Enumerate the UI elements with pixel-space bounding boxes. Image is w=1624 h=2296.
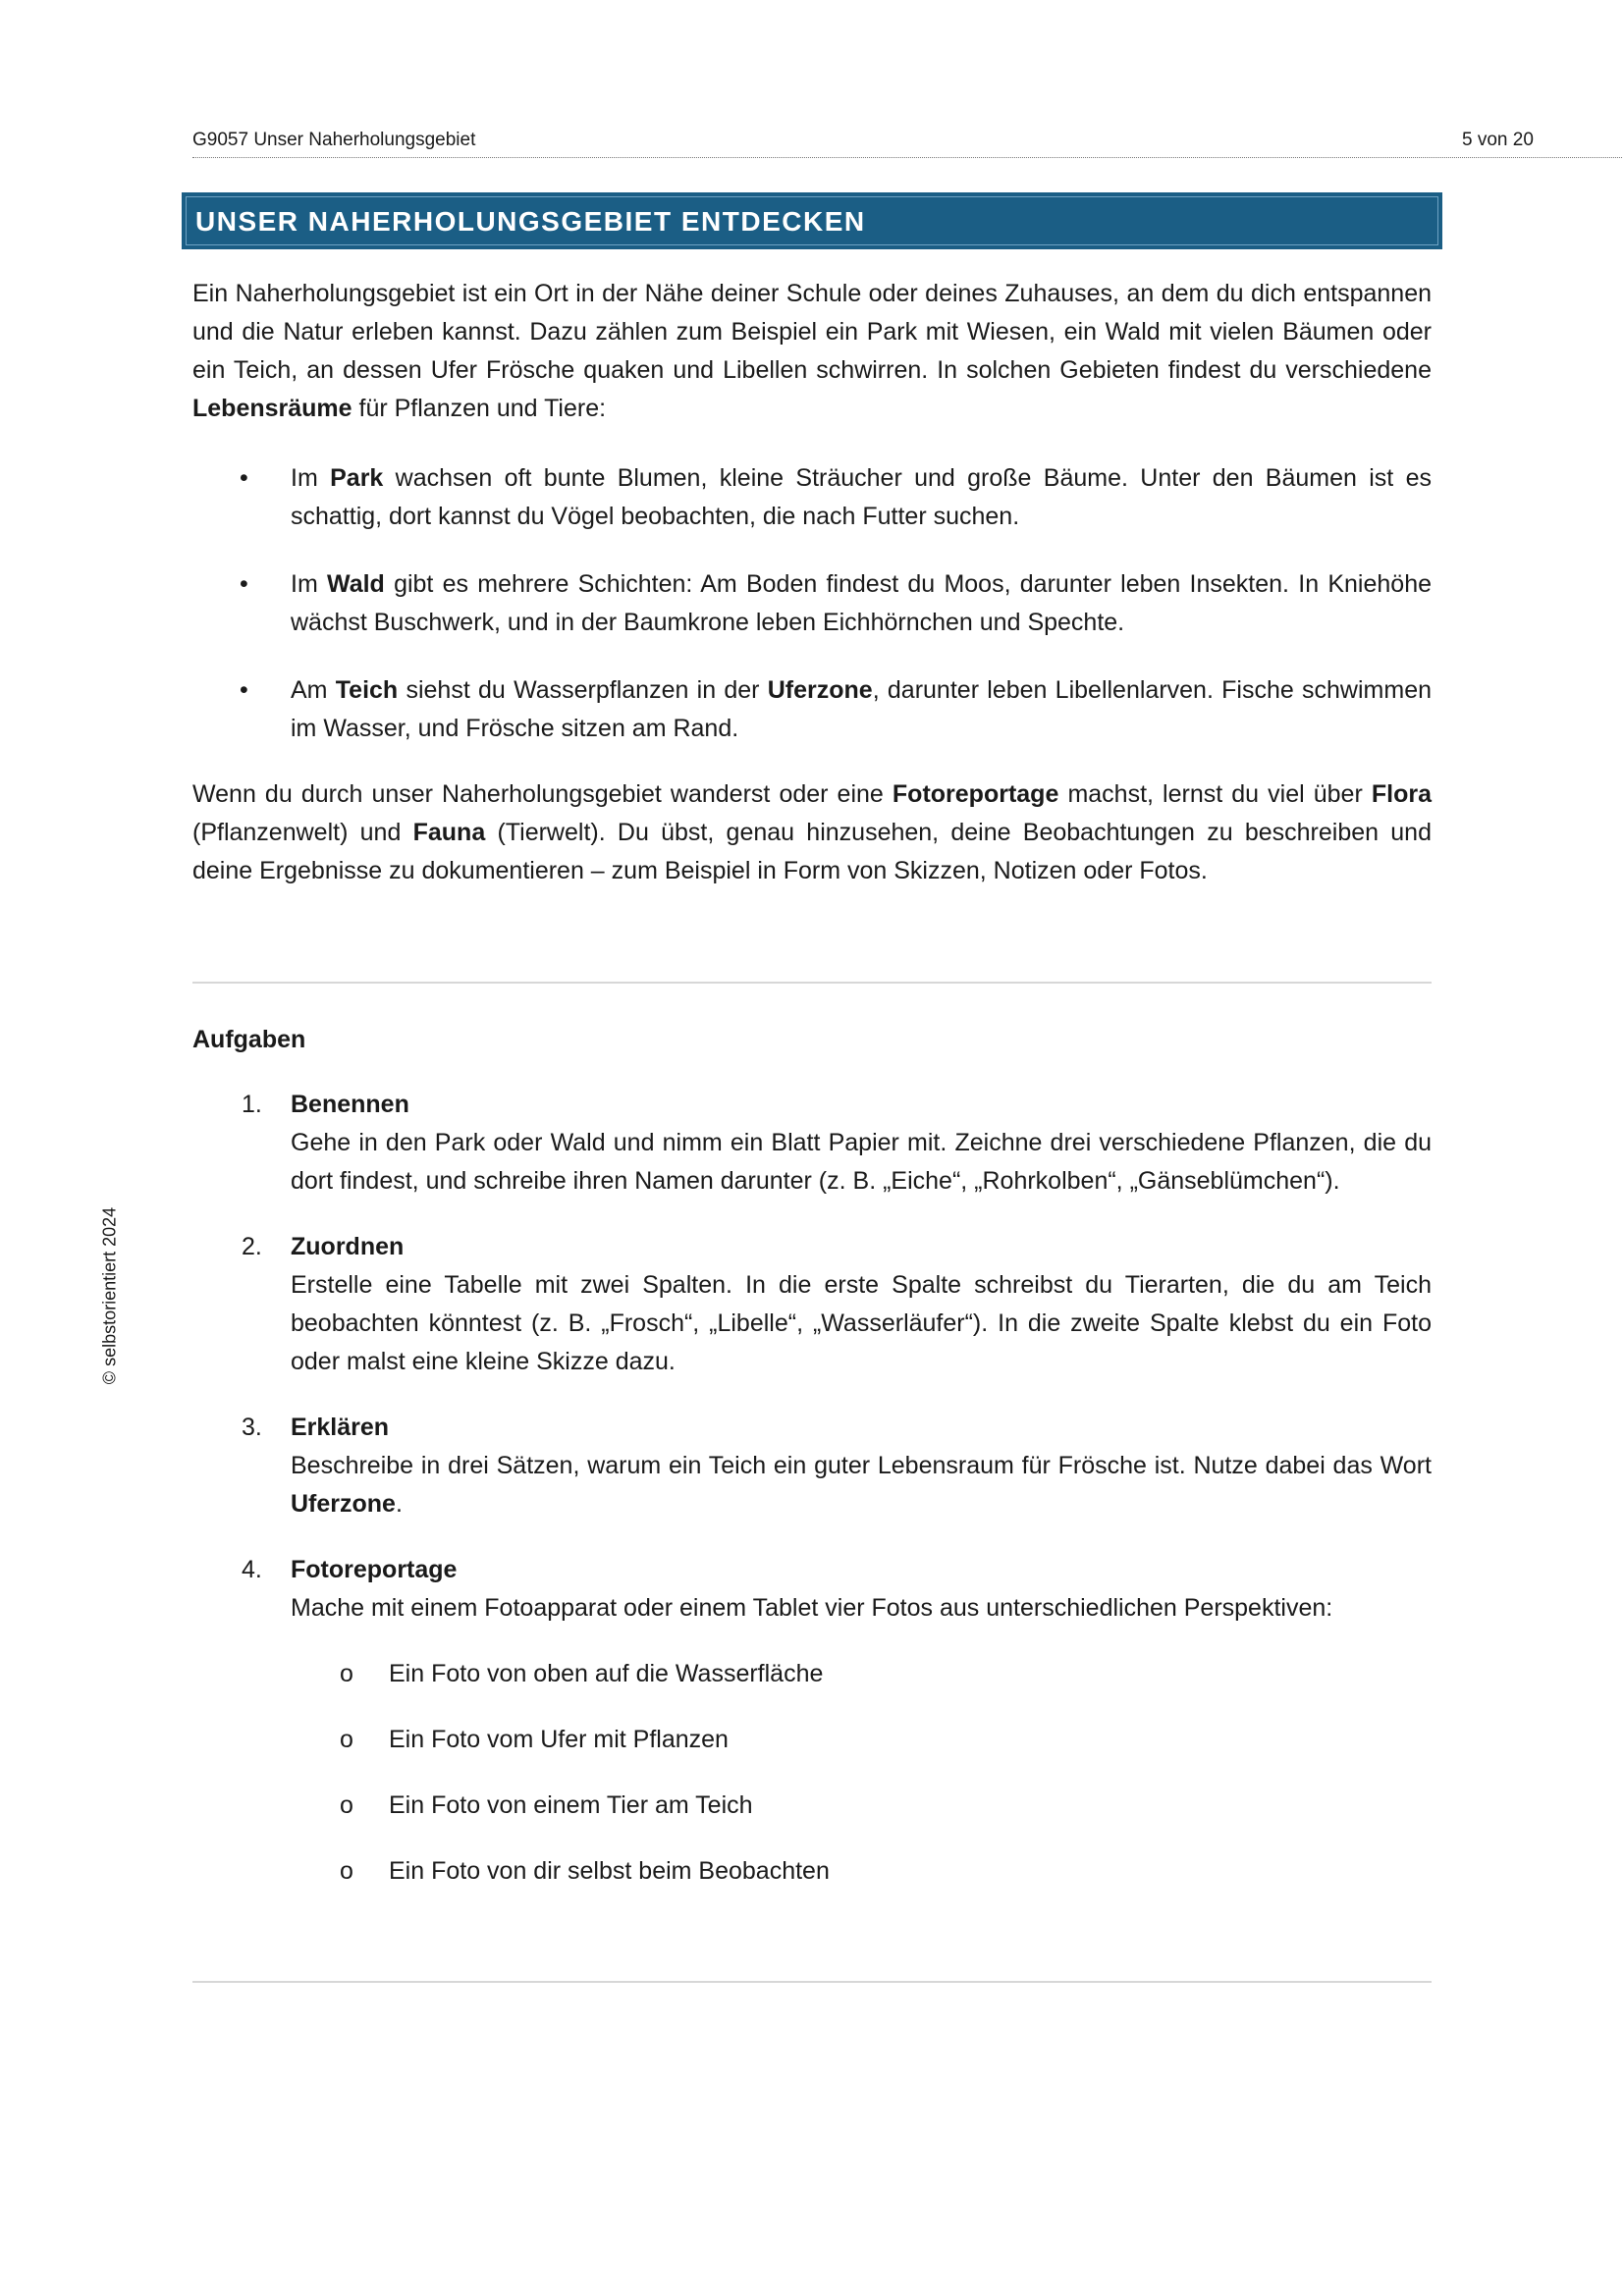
page-header <box>192 128 1622 158</box>
task-item <box>192 1551 1432 1891</box>
task-number: 2. <box>242 1233 262 1260</box>
fotoreportage-paragraph <box>192 775 1432 890</box>
circle-bullet-icon: o <box>340 1857 353 1885</box>
copyright-text: © selbstorientiert 2024 <box>99 1206 120 1385</box>
photo-item-text: Ein Foto von einem Tier am Teich <box>389 1791 753 1819</box>
task-title: Fotoreportage <box>291 1556 458 1583</box>
intro-paragraph <box>192 275 1432 428</box>
bullet-text: gibt es mehrere Schichten: Am Boden findest du Moos, darunter leben Insekten. In Kniehöhe wächst Buschwerk, und in der Baumkrone leben Eichhörnchen und Spechte. <box>291 570 1433 636</box>
paragraph-text: machst, lernst du viel über <box>1058 780 1372 808</box>
bullet-bold-term: Teich <box>335 676 399 704</box>
bullet-icon: • <box>240 570 248 598</box>
photo-item-text: Ein Foto von oben auf die Wasserfläche <box>389 1660 824 1687</box>
intro-bold-term: Lebensräume <box>192 395 352 422</box>
task-number: 3. <box>242 1414 262 1441</box>
task-number: 1. <box>242 1091 262 1118</box>
bold-term: Fotoreportage <box>892 780 1059 808</box>
tasks-heading: Aufgaben <box>192 1026 306 1053</box>
bullet-text: wachsen oft bunte Blumen, kleine Sträucher und große Bäume. Unter den Bäumen ist es schattig, dort kannst du Vögel beobachten, die nach Futter suchen. <box>291 464 1432 530</box>
photo-item-text: Ein Foto vom Ufer mit Pflanzen <box>389 1726 729 1753</box>
bullet-text: Im <box>291 464 331 492</box>
paragraph-text: (Tierwelt). Du übst, genau hinzusehen, deine Beobachtungen zu beschreiben und deine Ergebnisse zu dokumentieren – zum Beispiel in Form von Skizzen, Notizen oder Fotos. <box>192 819 1432 884</box>
list-item <box>192 459 1432 536</box>
divider <box>192 1981 1432 1983</box>
list-item <box>192 671 1432 748</box>
task-text-block <box>291 1447 1432 1523</box>
task-item <box>192 1228 1432 1381</box>
bullet-text: siehst du Wasserpflanzen in der <box>398 676 768 704</box>
task-text: Gehe in den Park oder Wald und nimm ein Blatt Papier mit. Zeichne drei verschiedene Pflanzen, die du dort findest, und schreibe ihren Namen darunter (z. B. „Eiche“, „Rohrkolben“, „Gänseblümchen“). <box>291 1129 1432 1195</box>
bullet-icon: • <box>240 676 248 704</box>
photo-item-text: Ein Foto von dir selbst beim Beobachten <box>389 1857 830 1885</box>
circle-bullet-icon: o <box>340 1660 353 1687</box>
bullet-text: , darunter leben Libellenlarven. Fische schwimmen im Wasser, und Frösche sitzen am Rand. <box>291 676 1433 742</box>
task-item <box>192 1086 1432 1201</box>
paragraph-text: (Pflanzenwelt) und <box>192 819 413 846</box>
intro-text: Ein Naherholungsgebiet ist ein Ort in der Nähe deiner Schule oder deines Zuhauses, an dem du dich entspannen und die Natur erleben kannst. Dazu zählen zum Beispiel ein Park mit Wiesen, ein Wald mit vielen Bäumen oder ein Teich, an dessen Ufer Frösche quaken und Libellen schwirren. In solchen Gebieten findest du verschiedene <box>192 280 1432 384</box>
intro-text-end: für Pflanzen und Tiere: <box>352 395 607 422</box>
circle-bullet-icon: o <box>340 1726 353 1753</box>
tasks-list <box>192 1086 1432 1918</box>
list-item <box>291 1721 1432 1759</box>
bullet-text: Im <box>291 570 328 598</box>
page-number: 5 von 20 <box>1462 130 1534 150</box>
task-text-end: . <box>395 1490 403 1518</box>
habitat-list <box>192 459 1432 777</box>
list-item <box>291 1852 1432 1891</box>
task-text: Erstelle eine Tabelle mit zwei Spalten. In die erste Spalte schreibst du Tierarten, die du am Teich beobachten könntest (z. B. „Frosch“, „Libelle“, „Wasserläufer“). In die zweite Spalte klebst du ein Foto oder malst eine kleine Skizze dazu. <box>291 1271 1432 1375</box>
document-title: G9057 Unser Naherholungsgebiet <box>192 130 476 150</box>
bold-term: Flora <box>1371 780 1432 808</box>
task-text: Mache mit einem Fotoapparat oder einem Tablet vier Fotos aus unterschiedlichen Perspektiven: <box>291 1594 1333 1622</box>
paragraph-text: Wenn du durch unser Naherholungsgebiet wanderst oder eine <box>192 780 893 808</box>
section-banner <box>182 192 1442 249</box>
bullet-text: Am <box>291 676 336 704</box>
section-title: UNSER NAHERHOLUNGSGEBIET ENTDECKEN <box>195 206 866 237</box>
bullet-bold-term: Uferzone <box>767 676 873 704</box>
circle-bullet-icon: o <box>340 1791 353 1819</box>
bold-term: Fauna <box>412 819 486 846</box>
task-title: Benennen <box>291 1091 409 1118</box>
divider <box>192 982 1432 984</box>
task-title: Erklären <box>291 1414 390 1441</box>
list-item <box>192 565 1432 642</box>
task-title: Zuordnen <box>291 1233 405 1260</box>
bullet-icon: • <box>240 464 248 492</box>
task-text: Beschreibe in drei Sätzen, warum ein Teich ein guter Lebensraum für Frösche ist. Nutze dabei das Wort <box>291 1452 1432 1479</box>
bullet-bold-term: Park <box>330 464 384 492</box>
list-item <box>291 1655 1432 1693</box>
task-number: 4. <box>242 1556 262 1583</box>
task-item <box>192 1409 1432 1523</box>
bullet-bold-term: Wald <box>327 570 385 598</box>
task-bold-term: Uferzone <box>291 1490 396 1518</box>
list-item <box>291 1787 1432 1825</box>
